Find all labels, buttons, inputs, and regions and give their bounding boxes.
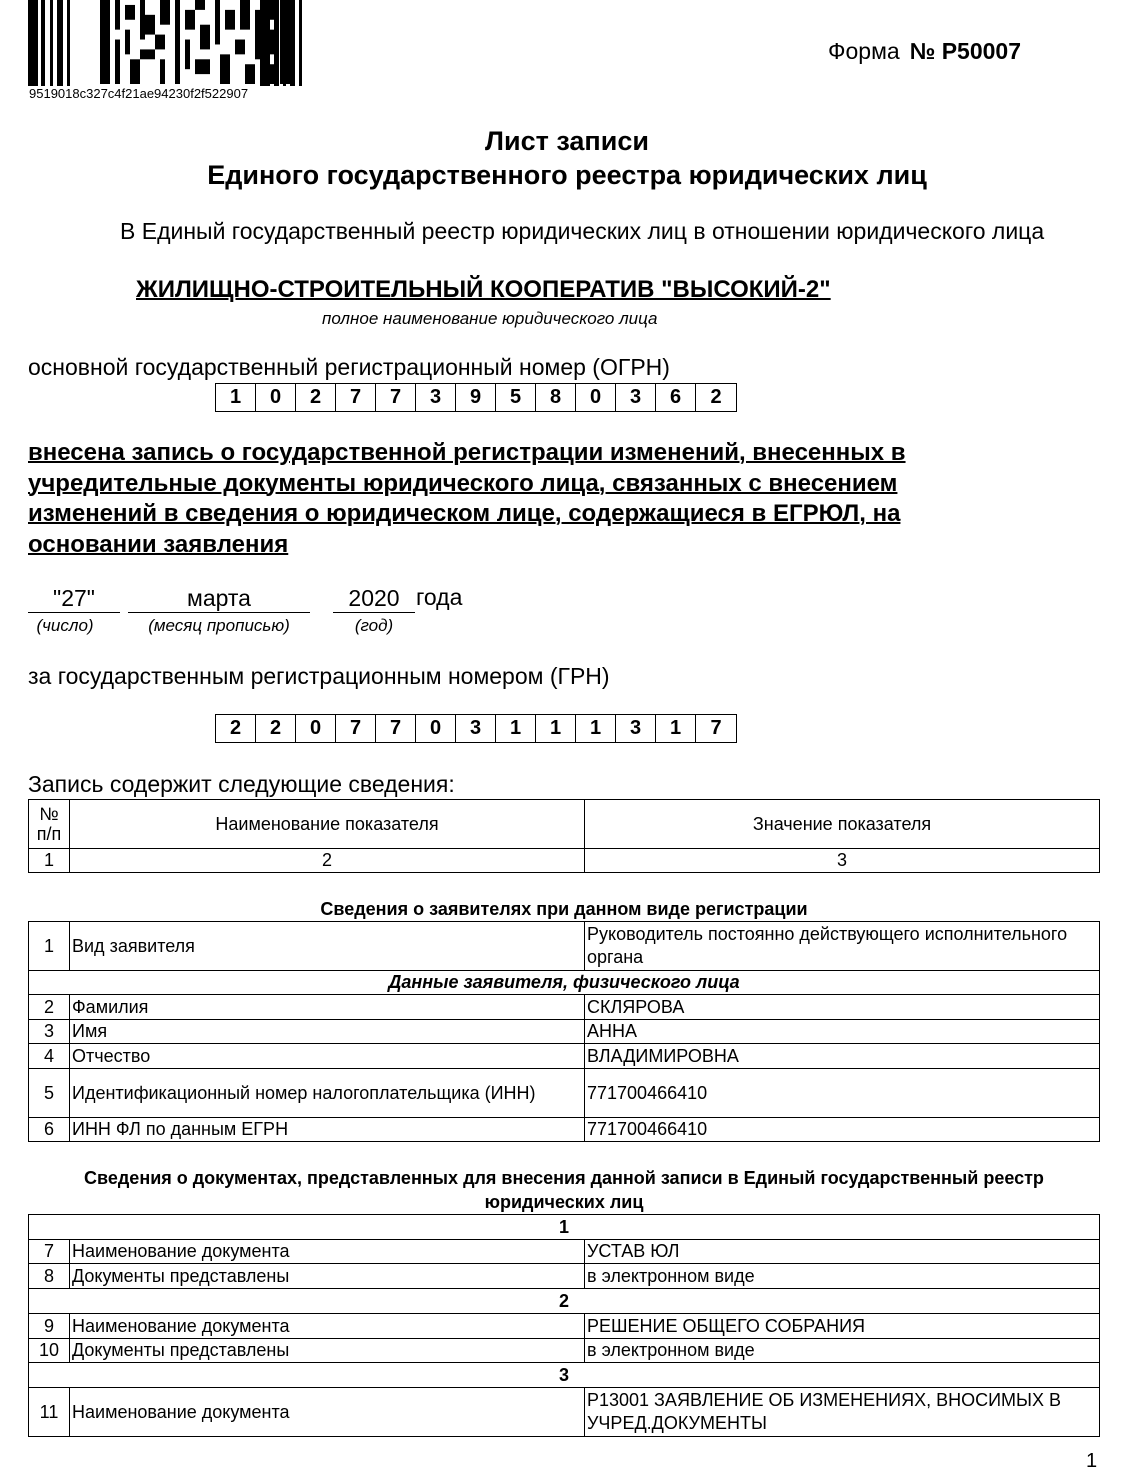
header-value: Значение показателя: [585, 800, 1100, 849]
row-name: Имя: [70, 1020, 585, 1044]
row-value: ВЛАДИМИРОВНА: [585, 1044, 1100, 1069]
contents-label: Запись содержит следующие сведения:: [28, 771, 455, 797]
row-num: 10: [29, 1339, 70, 1363]
document-group-header: [29, 1215, 1100, 1240]
barcode-icon: [28, 0, 310, 86]
ogrn-digit: 3: [416, 384, 456, 411]
document-group-index: 2: [29, 1289, 1100, 1314]
row-name: Наименование документа: [70, 1388, 585, 1437]
date-month: марта: [128, 585, 310, 613]
grn-digit: 3: [616, 715, 656, 742]
table-row: [29, 1339, 1100, 1363]
form-code: № Р50007: [909, 38, 1022, 64]
record-type-text: внесена запись о государственной регистрации изменений, внесенных в учредительные документы юридического лица, связанных с внесением изменений в сведения о юридическом лице, содержащиеся в ЕГРЮЛ, на основании заявления: [28, 439, 906, 558]
grn-digit: 1: [496, 715, 536, 742]
row-name: Идентификационный номер налогоплательщика (ИНН): [70, 1069, 585, 1118]
row-name: Фамилия: [70, 995, 585, 1020]
date-month-caption: (месяц прописью): [148, 616, 290, 635]
document-group-index: 3: [29, 1363, 1100, 1388]
document-group-index: 1: [29, 1215, 1100, 1240]
table-row: [29, 1314, 1100, 1339]
ogrn-digit: 7: [376, 384, 416, 411]
table-row: [29, 922, 1100, 971]
ogrn-label: основной государственный регистрационный номер (ОГРН): [28, 354, 670, 380]
table-header-row: [29, 800, 1100, 849]
row-num: 1: [29, 922, 70, 971]
index-cell: 1: [29, 849, 70, 873]
date-year-caption: (год): [354, 616, 394, 635]
ogrn-digit: 5: [496, 384, 536, 411]
table-subheader-row: [29, 971, 1100, 995]
applicants-table: [28, 921, 1100, 1142]
row-value: в электронном виде: [585, 1264, 1100, 1289]
form-label: Форма: [828, 38, 900, 64]
table-row: [29, 1069, 1100, 1118]
grn-digit: 3: [456, 715, 496, 742]
intro-text: В Единый государственный реестр юридических лиц в отношении юридического лица: [120, 218, 1045, 244]
header-num: № п/п: [29, 800, 70, 849]
row-value: 771700466410: [585, 1118, 1100, 1142]
organization-name-caption: полное наименование юридического лица: [322, 309, 658, 328]
ogrn-digit: 2: [296, 384, 336, 411]
row-num: 9: [29, 1314, 70, 1339]
table-row: [29, 1118, 1100, 1142]
document-group-header: [29, 1363, 1100, 1388]
grn-label: за государственным регистрационным номером (ГРН): [28, 663, 610, 689]
row-num: 4: [29, 1044, 70, 1069]
applicant-subheader: Данные заявителя, физического лица: [29, 971, 1100, 995]
row-name: Наименование документа: [70, 1314, 585, 1339]
applicants-section-title: Сведения о заявителях при данном виде регистрации: [320, 899, 808, 919]
ogrn-digit: 1: [216, 384, 256, 411]
row-name: Вид заявителя: [70, 922, 585, 971]
table-row: [29, 1388, 1100, 1437]
ogrn-digit: 9: [456, 384, 496, 411]
grn-digit: 7: [336, 715, 376, 742]
row-name: Документы представлены: [70, 1264, 585, 1289]
row-value: Руководитель постоянно действующего исполнительного органа: [585, 922, 1100, 971]
ogrn-digit: 8: [536, 384, 576, 411]
table-row: [29, 995, 1100, 1020]
date-suffix: года: [416, 584, 463, 610]
document-title-line1: Лист записи: [485, 126, 649, 156]
row-num: 8: [29, 1264, 70, 1289]
grn-digit: 7: [710, 717, 722, 739]
ogrn-digit: 3: [616, 384, 656, 411]
row-name: ИНН ФЛ по данным ЕГРН: [70, 1118, 585, 1142]
row-name: Отчество: [70, 1044, 585, 1069]
row-num: 5: [29, 1069, 70, 1118]
grn-digits: [215, 714, 737, 743]
date-year: 2020: [333, 585, 415, 613]
date-day-caption: (число): [36, 616, 94, 635]
grn-digit: 0: [416, 715, 456, 742]
table-row: [29, 1240, 1100, 1264]
document-group-header: [29, 1289, 1100, 1314]
documents-section-title: Сведения о документах, представленных для внесения данной записи в Единый государственный реестр юридических лиц: [84, 1168, 1044, 1212]
table-index-row: [29, 849, 1100, 873]
row-value: РЕШЕНИЕ ОБЩЕГО СОБРАНИЯ: [585, 1314, 1100, 1339]
row-num: 3: [29, 1020, 70, 1044]
ogrn-digit: 0: [576, 384, 616, 411]
row-name: Наименование документа: [70, 1240, 585, 1264]
row-value: Р13001 ЗАЯВЛЕНИЕ ОБ ИЗМЕНЕНИЯХ, ВНОСИМЫХ В УЧРЕД.ДОКУМЕНТЫ: [585, 1388, 1100, 1437]
barcode-code-text: 9519018c327c4f21ae94230f2f522907: [29, 86, 249, 101]
form-number: [828, 38, 1021, 65]
grn-digit: 1: [656, 715, 696, 742]
row-name: Документы представлены: [70, 1339, 585, 1363]
index-cell: 3: [585, 849, 1100, 873]
row-value: АННА: [585, 1020, 1100, 1044]
row-value: СКЛЯРОВА: [585, 995, 1100, 1020]
table-row: [29, 1264, 1100, 1289]
ogrn-digit: 6: [656, 384, 696, 411]
table-row: [29, 1020, 1100, 1044]
index-cell: 2: [70, 849, 585, 873]
grn-digit: 1: [576, 715, 616, 742]
date-day: "27": [28, 585, 120, 613]
ogrn-digit: 2: [710, 386, 722, 408]
header-name: Наименование показателя: [70, 800, 585, 849]
grn-digit: 2: [216, 715, 256, 742]
row-num: 7: [29, 1240, 70, 1264]
row-value: 771700466410: [585, 1069, 1100, 1118]
grn-digit: 1: [536, 715, 576, 742]
ogrn-digits: [215, 383, 737, 412]
grn-digit: 0: [296, 715, 336, 742]
grn-digit: 7: [376, 715, 416, 742]
ogrn-digit: 0: [256, 384, 296, 411]
row-num: 11: [29, 1388, 70, 1437]
organization-name: ЖИЛИЩНО-СТРОИТЕЛЬНЫЙ КООПЕРАТИВ "ВЫСОКИЙ-2": [136, 276, 831, 303]
row-value: в электронном виде: [585, 1339, 1100, 1363]
row-value: УСТАВ ЮЛ: [585, 1240, 1100, 1264]
ogrn-digit: 7: [336, 384, 376, 411]
documents-table: [28, 1214, 1100, 1437]
document-title-line2: Единого государственного реестра юридических лиц: [207, 160, 927, 190]
row-num: 2: [29, 995, 70, 1020]
grn-digit: 2: [256, 715, 296, 742]
barcode-matrix-icon: [100, 0, 290, 84]
row-num: 6: [29, 1118, 70, 1142]
page-number: 1: [1086, 1450, 1098, 1472]
contents-header-table: [28, 799, 1100, 873]
table-row: [29, 1044, 1100, 1069]
